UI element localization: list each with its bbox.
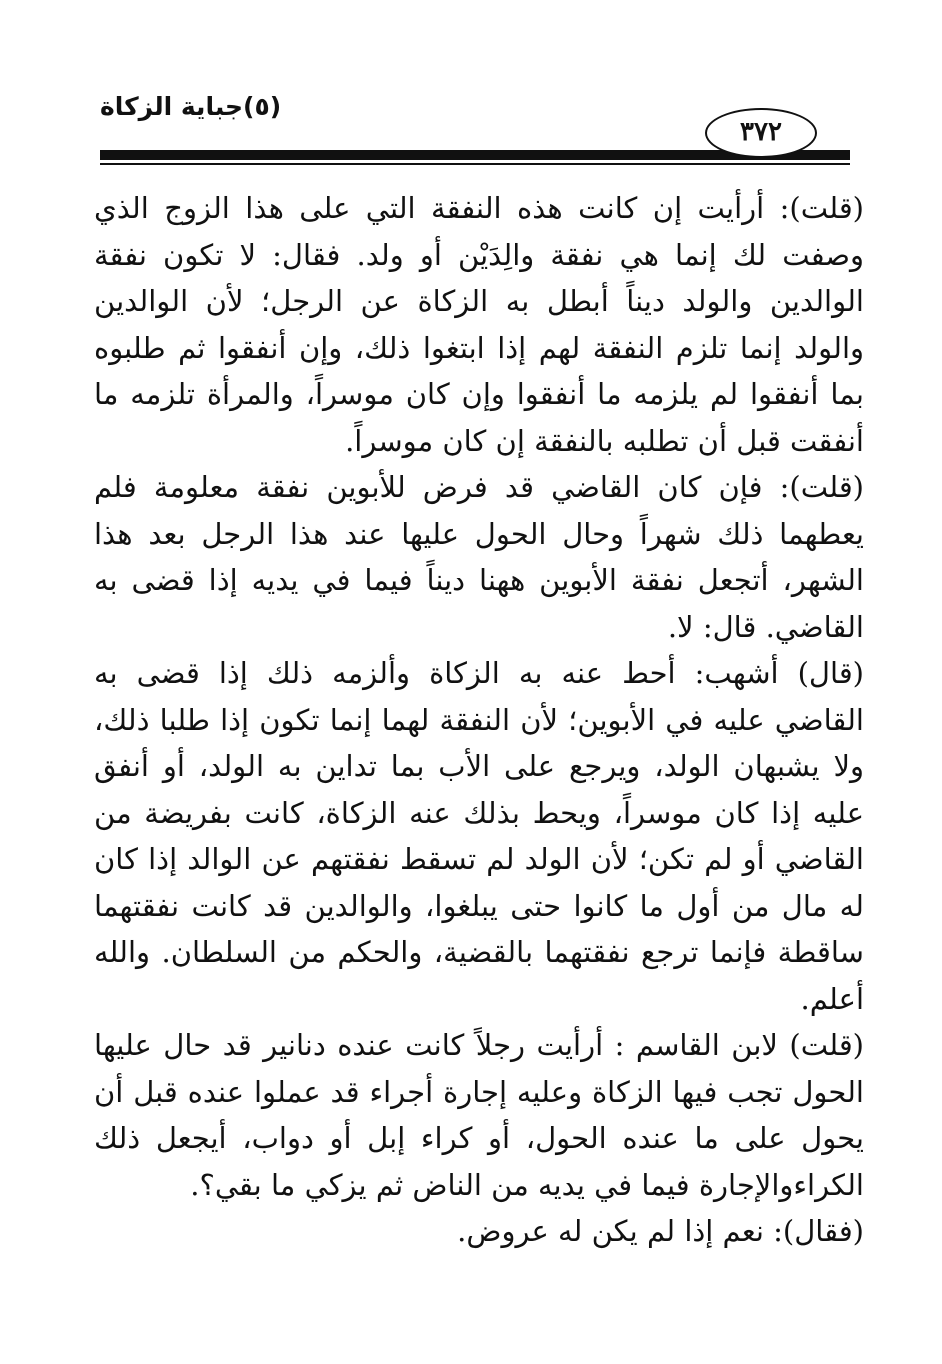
page-header	[0, 0, 942, 175]
body-text	[94, 185, 864, 1255]
paragraph-text: أرأيت إن كانت هذه النفقة التي على هذا الزوج الذي وصفت لك إنما هي نفقة والِدَيْن أو ولد. فقال: لا تكون نفقة الوالدين والولد ديناً أبطل به الزكاة عن الرجل؛ لأن الوالدين والولد إنما تلزم النفقة لهم إذا ابتغوا ذلك، وإن أنفقوا ثم طلبوه بما أنفقوا لم يلزمه ما أنفقوا وإن كان موسراً، والمرأة تلزمه ما أنفقت قبل أن تطلبه بالنفقة إن كان موسراً.	[94, 191, 864, 458]
paragraph	[94, 650, 864, 1022]
speaker-label: (فقال):	[773, 1214, 864, 1248]
speaker-label: (قلت):	[779, 470, 864, 504]
header-rule-thin	[100, 163, 850, 165]
speaker-label: (قلت):	[779, 191, 864, 225]
paragraph	[94, 1208, 864, 1255]
paragraph	[94, 1022, 864, 1208]
paragraph	[94, 185, 864, 464]
paragraph-text: أحط عنه به الزكاة وألزمه ذلك إذا قضى به القاضي عليه في الأبوين؛ لأن النفقة لهما إنما تكون إذا طلبا ذلك، ولا يشبهان الولد، ويرجع على الأب بما تداين به الولد، أو أنفق عليه إذا كان موسراً، ويحط بذلك عنه الزكاة، كانت بفريضة من القاضي أو لم تكن؛ لأن الولد لم تسقط نفقتهم عن الوالد إذا كان له مال من أول ما كانوا حتى يبلغوا، والوالدين قد كانت نفقتهما ساقطة فإنما ترجع نفقتهما بالقضية، والحكم من السلطان. والله أعلم.	[94, 656, 864, 1016]
chapter-title: (٥)جباية الزكاة	[100, 92, 282, 121]
paragraph-text: نعم إذا لم يكن له عروض.	[457, 1214, 774, 1248]
page-number: ٣٧٢	[705, 108, 817, 158]
speaker-label: (قلت) لابن القاسم :	[614, 1028, 864, 1062]
speaker-label: (قال) أشهب:	[694, 656, 864, 690]
paragraph-text: أرأيت رجلاً كانت عنده دنانير قد حال عليها الحول تجب فيها الزكاة وعليه إجارة أجراء قد عملوا عنده قبل أن يحول على ما عنده الحول، أو كراء إبل أو دواب، أيجعل ذلك الكراءوالإجارة فيما في يديه من الناض ثم يزكي ما بقي؟.	[94, 1028, 864, 1202]
paragraph	[94, 464, 864, 650]
paragraph-text: فإن كان القاضي قد فرض للأبوين نفقة معلومة فلم يعطهما ذلك شهراً وحال الحول عليها عند هذا الرجل بعد هذا الشهر، أتجعل نفقة الأبوين ههنا ديناً فيما في يديه إذا قضى به القاضي. قال: لا.	[94, 470, 864, 644]
